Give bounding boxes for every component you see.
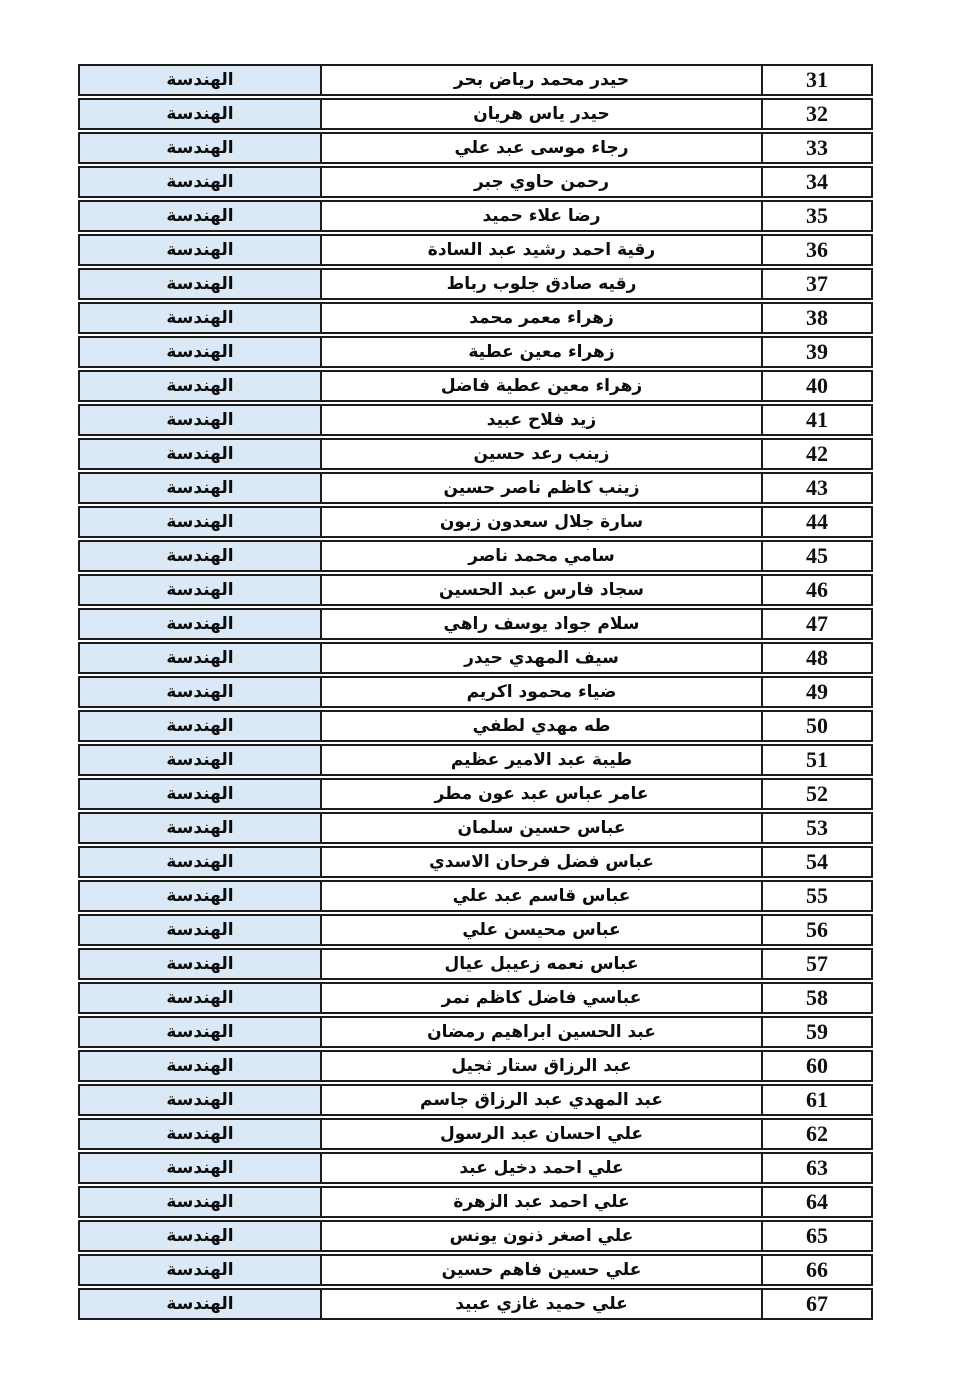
serial-cell: 53 [761,812,873,844]
serial-cell: 34 [761,166,873,198]
name-cell: عباس قاسم عبد علي [322,880,761,912]
table-row [78,506,873,538]
name-cell: رحمن حاوي جبر [322,166,761,198]
serial-cell: 37 [761,268,873,300]
name-cell: عبد المهدي عبد الرزاق جاسم [322,1084,761,1116]
table-row [78,744,873,776]
department-cell: الهندسة [78,948,322,980]
table-row [78,710,873,742]
department-cell: الهندسة [78,880,322,912]
serial-cell: 32 [761,98,873,130]
department-cell: الهندسة [78,1152,322,1184]
name-cell: رجاء موسى عبد علي [322,132,761,164]
name-cell: عبد الحسين ابراهيم رمضان [322,1016,761,1048]
department-cell: الهندسة [78,812,322,844]
table-row [78,166,873,198]
serial-cell: 57 [761,948,873,980]
name-cell: طيبة عبد الامير عظيم [322,744,761,776]
serial-cell: 48 [761,642,873,674]
name-cell: زيد فلاح عبيد [322,404,761,436]
serial-cell: 46 [761,574,873,606]
serial-cell: 33 [761,132,873,164]
department-cell: الهندسة [78,1084,322,1116]
table-row [78,574,873,606]
table-row [78,914,873,946]
table-row [78,880,873,912]
name-cell: زينب كاظم ناصر حسين [322,472,761,504]
table-row [78,370,873,402]
department-cell: الهندسة [78,370,322,402]
table-row [78,302,873,334]
table-row [78,98,873,130]
name-cell: عباس حسين سلمان [322,812,761,844]
serial-cell: 52 [761,778,873,810]
department-cell: الهندسة [78,744,322,776]
department-cell: الهندسة [78,574,322,606]
serial-cell: 66 [761,1254,873,1286]
serial-cell: 50 [761,710,873,742]
name-cell: علي اصغر ذنون يونس [322,1220,761,1252]
name-cell: عباس فضل فرحان الاسدي [322,846,761,878]
table-row [78,642,873,674]
name-cell: زهراء معمر محمد [322,302,761,334]
department-cell: الهندسة [78,846,322,878]
department-cell: الهندسة [78,914,322,946]
name-cell: رقية احمد رشيد عبد السادة [322,234,761,266]
serial-cell: 41 [761,404,873,436]
table-row [78,948,873,980]
name-cell: حيدر محمد رياض بحر [322,64,761,96]
table-row [78,1220,873,1252]
serial-cell: 35 [761,200,873,232]
serial-cell: 58 [761,982,873,1014]
name-cell: عامر عباس عبد عون مطر [322,778,761,810]
department-cell: الهندسة [78,404,322,436]
name-cell: عباس محيسن علي [322,914,761,946]
table-row [78,982,873,1014]
serial-cell: 36 [761,234,873,266]
serial-cell: 67 [761,1288,873,1320]
table-row [78,200,873,232]
name-cell: علي احمد دخيل عبد [322,1152,761,1184]
name-cell: علي حسين فاهم حسين [322,1254,761,1286]
department-cell: الهندسة [78,1220,322,1252]
serial-cell: 49 [761,676,873,708]
department-cell: الهندسة [78,166,322,198]
name-cell: ضياء محمود اكريم [322,676,761,708]
serial-cell: 47 [761,608,873,640]
name-cell: زينب رعد حسين [322,438,761,470]
department-cell: الهندسة [78,608,322,640]
table-row [78,676,873,708]
serial-cell: 42 [761,438,873,470]
table-row [78,438,873,470]
table-row [78,778,873,810]
table-row [78,846,873,878]
serial-cell: 65 [761,1220,873,1252]
name-cell: رقيه صادق جلوب رباط [322,268,761,300]
students-table [78,62,873,1322]
name-cell: سامي محمد ناصر [322,540,761,572]
name-cell: علي احسان عبد الرسول [322,1118,761,1150]
table-row [78,1118,873,1150]
table-row [78,234,873,266]
students-table-body [78,64,873,1320]
table-row [78,1050,873,1082]
serial-cell: 56 [761,914,873,946]
name-cell: علي حميد غازي عبيد [322,1288,761,1320]
department-cell: الهندسة [78,642,322,674]
table-row [78,268,873,300]
department-cell: الهندسة [78,710,322,742]
department-cell: الهندسة [78,1186,322,1218]
table-row [78,608,873,640]
department-cell: الهندسة [78,132,322,164]
serial-cell: 38 [761,302,873,334]
name-cell: سيف المهدي حيدر [322,642,761,674]
serial-cell: 43 [761,472,873,504]
serial-cell: 40 [761,370,873,402]
department-cell: الهندسة [78,472,322,504]
table-row [78,64,873,96]
table-row [78,132,873,164]
department-cell: الهندسة [78,302,322,334]
name-cell: طه مهدي لطفي [322,710,761,742]
serial-cell: 44 [761,506,873,538]
serial-cell: 54 [761,846,873,878]
department-cell: الهندسة [78,778,322,810]
department-cell: الهندسة [78,336,322,368]
department-cell: الهندسة [78,1118,322,1150]
serial-cell: 59 [761,1016,873,1048]
department-cell: الهندسة [78,676,322,708]
table-row [78,1254,873,1286]
serial-cell: 60 [761,1050,873,1082]
department-cell: الهندسة [78,1288,322,1320]
table-row [78,1288,873,1320]
department-cell: الهندسة [78,540,322,572]
serial-cell: 39 [761,336,873,368]
name-cell: عبد الرزاق ستار ثجيل [322,1050,761,1082]
serial-cell: 55 [761,880,873,912]
table-row [78,1084,873,1116]
table-row [78,1186,873,1218]
serial-cell: 31 [761,64,873,96]
serial-cell: 51 [761,744,873,776]
department-cell: الهندسة [78,98,322,130]
table-row [78,404,873,436]
table-row [78,540,873,572]
department-cell: الهندسة [78,268,322,300]
department-cell: الهندسة [78,234,322,266]
department-cell: الهندسة [78,982,322,1014]
name-cell: سلام جواد يوسف راهي [322,608,761,640]
serial-cell: 64 [761,1186,873,1218]
name-cell: رضا علاء حميد [322,200,761,232]
serial-cell: 62 [761,1118,873,1150]
name-cell: عباسي فاضل كاظم نمر [322,982,761,1014]
serial-cell: 45 [761,540,873,572]
table-row [78,336,873,368]
department-cell: الهندسة [78,506,322,538]
name-cell: سجاد فارس عبد الحسين [322,574,761,606]
name-cell: حيدر ياس هريان [322,98,761,130]
serial-cell: 63 [761,1152,873,1184]
department-cell: الهندسة [78,200,322,232]
department-cell: الهندسة [78,64,322,96]
department-cell: الهندسة [78,438,322,470]
name-cell: زهراء معين عطية فاضل [322,370,761,402]
department-cell: الهندسة [78,1016,322,1048]
table-row [78,812,873,844]
department-cell: الهندسة [78,1050,322,1082]
name-cell: سارة جلال سعدون زبون [322,506,761,538]
serial-cell: 61 [761,1084,873,1116]
name-cell: زهراء معين عطية [322,336,761,368]
table-row [78,1152,873,1184]
table-row [78,472,873,504]
table-row [78,1016,873,1048]
department-cell: الهندسة [78,1254,322,1286]
name-cell: علي احمد عبد الزهرة [322,1186,761,1218]
name-cell: عباس نعمه زعيبل عيال [322,948,761,980]
